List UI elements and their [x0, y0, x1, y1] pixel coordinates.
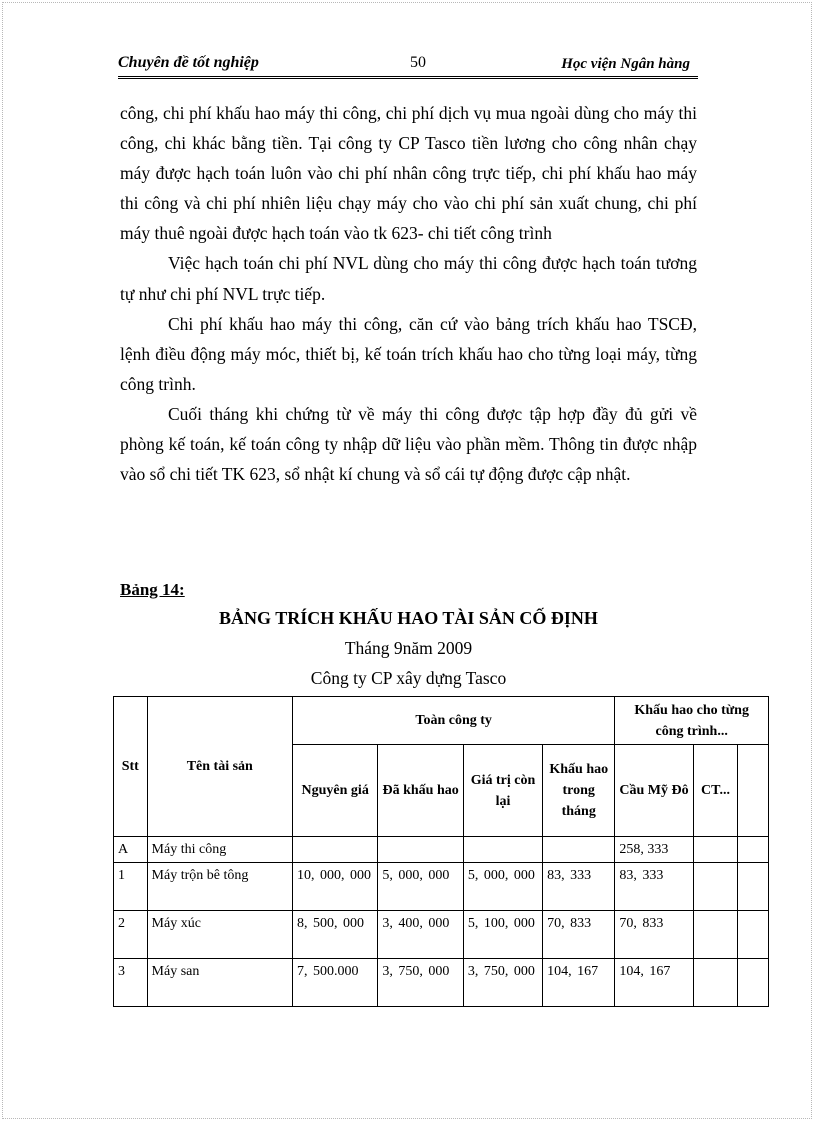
header-name: Tên tài sản	[147, 697, 292, 837]
cell-name: Máy xúc	[147, 911, 292, 959]
header-gia-tri-con-lai: Giá trị còn lại	[463, 745, 542, 837]
cell-trong-thang: 83, 333	[543, 863, 615, 911]
header-company: Toàn công ty	[292, 697, 614, 745]
cell-da-khau-hao: 3, 750, 000	[378, 959, 463, 1007]
paragraph-1: công, chi phí khấu hao máy thi công, chi phí dịch vụ mua ngoài dùng cho máy thi công, chi khác bằng tiền. Tại công ty CP Tasco tiền lương cho công nhân chạy máy được hạch toán luôn vào chi phí nhân công trực tiếp, chi phí khấu hao máy thi công và chi phí nhiên liệu chạy máy cho vào chi phí sản xuất chung, chi phí máy thuê ngoài được hạch toán vào tk 623- chi tiết công trình	[120, 103, 697, 244]
paragraph-4: Cuối tháng khi chứng từ về máy thi công được tập hợp đầy đủ gửi về phòng kế toán, kế toán công ty nhập dữ liệu vào phần mềm. Thông tin được nhập vào sổ chi tiết TK 623, sổ nhật kí chung và sổ cái tự động được cập nhật.	[120, 403, 697, 485]
header-stt: Stt	[114, 697, 148, 837]
cell-trong-thang: 70, 833	[543, 911, 615, 959]
cell-ct	[693, 911, 738, 959]
header-nguyen-gia: Nguyên giá	[292, 745, 377, 837]
paragraph-3: Chi phí khấu hao máy thi công, căn cứ vào bảng trích khấu hao TSCĐ, lệnh điều động máy móc, thiết bị, kế toán trích khấu hao cho từng loại máy, từng công trình.	[120, 313, 697, 394]
cell-nguyen-gia: 8, 500, 000	[292, 911, 377, 959]
cell-con-lai: 5, 100, 000	[463, 911, 542, 959]
cell-da-khau-hao: 3, 400, 000	[378, 911, 463, 959]
cell-da-khau-hao	[378, 837, 463, 863]
header-project: Khấu hao cho từng công trình...	[615, 697, 769, 745]
depreciation-table	[113, 696, 769, 1007]
cell-stt: A	[114, 837, 148, 863]
cell-con-lai	[463, 837, 542, 863]
cell-nguyen-gia: 7, 500.000	[292, 959, 377, 1007]
cell-ct	[693, 863, 738, 911]
cell-trong-thang: 104, 167	[543, 959, 615, 1007]
table-title: BẢNG TRÍCH KHẤU HAO TÀI SẢN CỐ ĐỊNH	[219, 608, 598, 628]
table-row	[114, 911, 769, 959]
header-cau-my-do: Cầu Mỹ Đô	[615, 745, 693, 837]
cell-trong-thang	[543, 837, 615, 863]
cell-extra	[738, 911, 769, 959]
table-subtitle-company: Công ty CP xây dựng Tasco	[310, 668, 507, 688]
cell-ct	[693, 837, 738, 863]
page-number: 50	[410, 54, 426, 71]
cell-cau-my-do: 104, 167	[615, 959, 693, 1007]
cell-name: Máy trộn bê tông	[147, 863, 292, 911]
cell-cau-my-do: 70, 833	[615, 911, 693, 959]
cell-ct	[693, 959, 738, 1007]
cell-stt: 1	[114, 863, 148, 911]
cell-cau-my-do: 83, 333	[615, 863, 693, 911]
table-row	[114, 837, 769, 863]
cell-stt: 2	[114, 911, 148, 959]
cell-extra	[738, 837, 769, 863]
cell-extra	[738, 863, 769, 911]
page-header	[118, 52, 698, 79]
cell-con-lai: 5, 000, 000	[463, 863, 542, 911]
cell-nguyen-gia: 10, 000, 000	[292, 863, 377, 911]
header-khau-hao-trong-thang: Khấu hao trong tháng	[543, 745, 615, 837]
paragraph-2: Việc hạch toán chi phí NVL dùng cho máy thi công được hạch toán tương tự như chi phí NVL trực tiếp.	[120, 253, 697, 304]
table-subtitle-month: Tháng 9năm 2009	[344, 638, 473, 658]
body-text	[120, 98, 697, 489]
table-row	[114, 863, 769, 911]
header-ct: CT...	[693, 745, 738, 837]
cell-name: Máy thi công	[147, 837, 292, 863]
table-label: Bảng 14:	[120, 580, 185, 599]
cell-nguyen-gia	[292, 837, 377, 863]
header-da-khau-hao: Đã khấu hao	[378, 745, 463, 837]
cell-name: Máy san	[147, 959, 292, 1007]
header-left: Chuyên đề tốt nghiệp	[118, 54, 259, 71]
cell-da-khau-hao: 5, 000, 000	[378, 863, 463, 911]
header-right: Học viện Ngân hàng	[561, 56, 690, 72]
cell-cau-my-do: 258, 333	[615, 837, 693, 863]
cell-con-lai: 3, 750, 000	[463, 959, 542, 1007]
cell-extra	[738, 959, 769, 1007]
cell-stt: 3	[114, 959, 148, 1007]
table-row	[114, 959, 769, 1007]
header-blank	[738, 745, 769, 837]
